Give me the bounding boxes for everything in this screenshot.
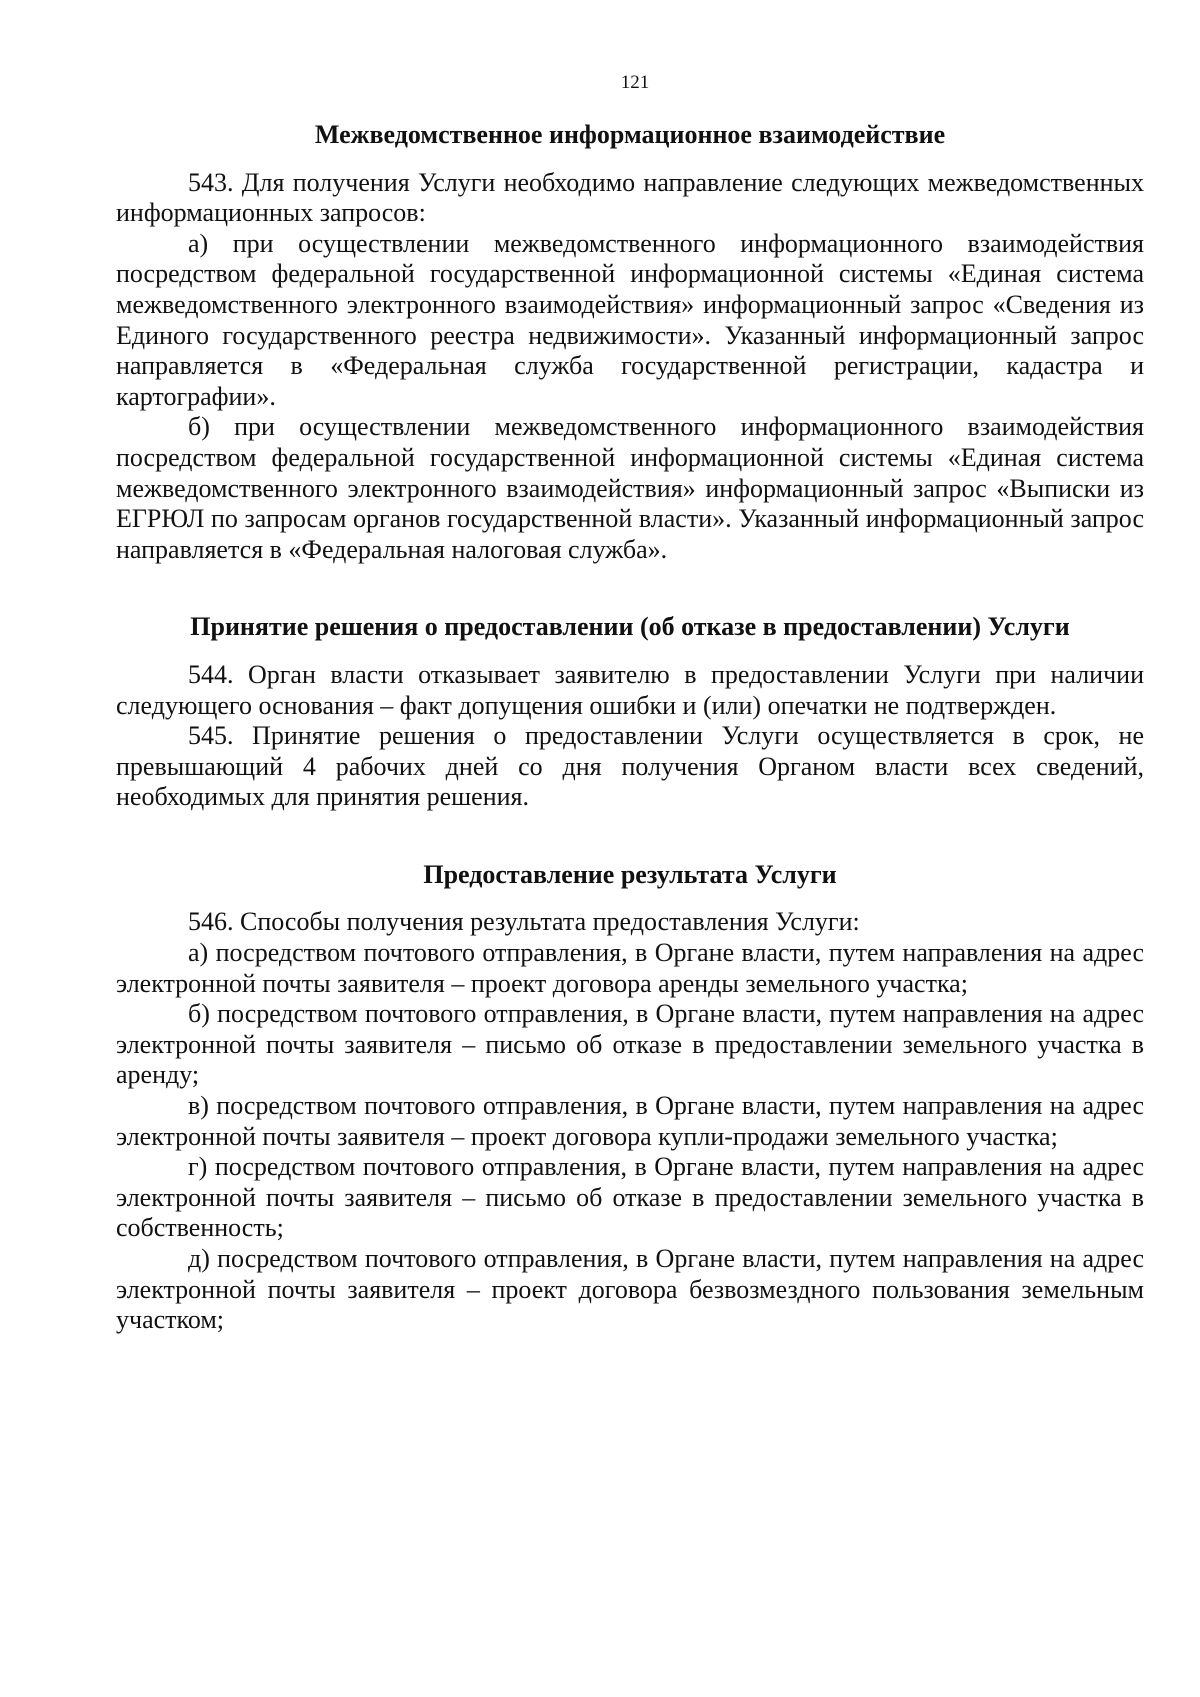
section-heading-decision: Принятие решения о предоставлении (об отказе в предоставлении) Услуги [190, 612, 1070, 642]
section-heading-result: Предоставление результата Услуги [423, 859, 837, 889]
page-number: 121 [620, 72, 650, 93]
paragraph-546-v: в) посредством почтового отправления, в Органе власти, путем направления на адрес электронной почты заявителя – проект договора купли-продажи земельного участка; [116, 1091, 1144, 1151]
paragraph-546-g: г) посредством почтового отправления, в Органе власти, путем направления на адрес электронной почты заявителя – письмо об отказе в предоставлении земельного участка в собственность; [116, 1152, 1144, 1243]
paragraph-545: 545. Принятие решения о предоставлении Услуги осуществляется в срок, не превышающий 4 рабочих дней со дня получения Органом власти всех сведений, необходимых для принятия решения. [116, 721, 1144, 812]
paragraph-543: 543. Для получения Услуги необходимо направление следующих межведомственных информационных запросов: [116, 167, 1144, 228]
paragraph-546: 546. Способы получения результата предоставления Услуги: [188, 907, 860, 937]
paragraph-544: 544. Орган власти отказывает заявителю в предоставлении Услуги при наличии следующего основания – факт допущения ошибки и (или) опечатки не подтвержден. [116, 659, 1144, 720]
page-content [116, 120, 1144, 1336]
section-heading-interagency: Межведомственное информационное взаимодействие [314, 120, 946, 149]
paragraph-543-a: а) при осуществлении межведомственного информационного взаимодействия посредством федеральной государственной информационной системы «Единая система межведомственного электронного взаимодействия» информационный запрос «Сведения из Единого государственного реестра недвижимости». Указанный информационный запрос направляется в «Федеральная служба государственной регистрации, кадастра и картографии». [116, 228, 1144, 411]
paragraph-546-a: а) посредством почтового отправления, в Органе власти, путем направления на адрес электронной почты заявителя – проект договора аренды земельного участка; [116, 938, 1144, 998]
paragraph-546-b: б) посредством почтового отправления, в Органе власти, путем направления на адрес электронной почты заявителя – письмо об отказе в предоставлении земельного участка в аренду; [116, 999, 1144, 1090]
paragraph-543-b: б) при осуществлении межведомственного информационного взаимодействия посредством федеральной государственной информационной системы «Единая система межведомственного электронного взаимодействия» информационный запрос «Выписки из ЕГРЮЛ по запросам органов государственной власти». Указанный информационный запрос направляется в «Федеральная налоговая служба». [116, 412, 1144, 564]
paragraph-546-d: д) посредством почтового отправления, в Органе власти, путем направления на адрес электронной почты заявителя – проект договора безвозмездного пользования земельным участком; [116, 1244, 1144, 1335]
